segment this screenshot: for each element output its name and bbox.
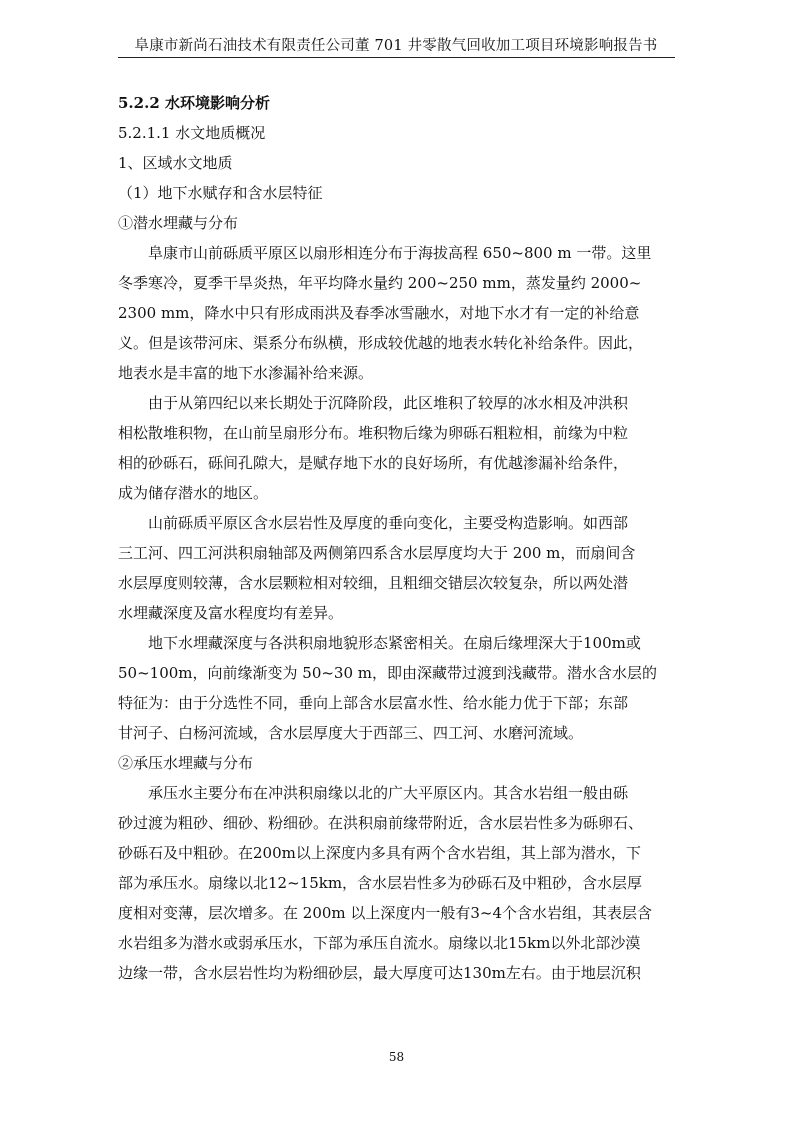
paragraph-line: 由于从第四纪以来长期处于沉降阶段，此区堆积了较厚的冰水相及冲洪积	[148, 394, 629, 412]
paragraph-4	[118, 628, 678, 748]
paragraph-line: 50~100m，向前缘渐变为 50~30 m，即由深藏带过渡到浅藏带。潜水含水层的	[118, 664, 658, 682]
paragraph-2	[118, 388, 678, 508]
heading-aquifer-characteristics: （1）地下水赋存和含水层特征	[118, 184, 323, 202]
paragraph-line: 度相对变薄，层次增多。在 200m 以上深度内一般有3~4个含水岩组，其表层含	[118, 904, 653, 922]
paragraph-line: 阜康市山前砾质平原区以扇形相连分布于海拔高程 650~800 m 一带。这里	[148, 244, 652, 262]
paragraph-1	[118, 238, 678, 388]
paragraph-line: 相松散堆积物，在山前呈扇形分布。堆积物后缘为卵砾石粗粒相，前缘为中粒	[118, 424, 629, 442]
page-body	[118, 88, 678, 988]
running-header: 阜康市新尚石油技术有限责任公司董 701 井零散气回收加工项目环境影响报告书	[134, 38, 658, 54]
paragraph-line: 2300 mm，降水中只有形成雨洪及春季冰雪融水，对地下水才有一定的补给意	[118, 304, 640, 322]
header-rule	[118, 57, 675, 58]
paragraph-5	[118, 778, 678, 988]
heading-regional-hydrogeology: 1、区域水文地质	[118, 154, 233, 172]
paragraph-line: 山前砾质平原区含水层岩性及厚度的垂向变化，主要受构造影响。如西部	[148, 514, 629, 532]
paragraph-line: 砂砾石及中粗砂。在200m以上深度内多具有两个含水岩组，其上部为潜水，下	[118, 844, 641, 862]
paragraph-line: 地表水是丰富的地下水渗漏补给来源。	[118, 364, 374, 382]
paragraph-line: 甘河子、白杨河流域，含水层厚度大于西部三、四工河、水磨河流域。	[118, 724, 584, 742]
subsection-heading-5-2-1-1: 5.2.1.1 水文地质概况	[118, 124, 266, 142]
paragraph-line: 边缘一带，含水层岩性均为粉细砂层，最大厚度可达130m左右。由于地层沉积	[118, 964, 641, 982]
paragraph-line: 特征为：由于分选性不同，垂向上部含水层富水性、给水能力优于下部；东部	[118, 694, 629, 712]
heading-phreatic-water: ①潜水埋藏与分布	[118, 214, 239, 232]
paragraph-line: 承压水主要分布在冲洪积扇缘以北的广大平原区内。其含水岩组一般由砾	[148, 784, 629, 802]
paragraph-line: 相的砂砾石，砾间孔隙大，是赋存地下水的良好场所，有优越渗漏补给条件，	[118, 454, 629, 472]
paragraph-line: 地下水埋藏深度与各洪积扇地貌形态紧密相关。在扇后缘埋深大于100m或	[148, 634, 641, 652]
paragraph-line: 义。但是该带河床、渠系分布纵横，形成较优越的地表水转化补给条件。因此，	[118, 334, 644, 352]
paragraph-line: 水埋藏深度及富水程度均有差异。	[118, 604, 344, 622]
paragraph-3	[118, 508, 678, 628]
paragraph-line: 砂过渡为粗砂、细砂、粉细砂。在洪积扇前缘带附近，含水层岩性多为砾卵石、	[118, 814, 644, 832]
heading-confined-water: ②承压水埋藏与分布	[118, 754, 254, 772]
paragraph-line: 冬季寒冷，夏季干旱炎热，年平均降水量约 200~250 mm，蒸发量约 2000~	[118, 274, 642, 292]
paragraph-line: 水层厚度则较薄，含水层颗粒相对较细，且粗细交错层次较复杂，所以两处潜	[118, 574, 629, 592]
paragraph-line: 水岩组多为潜水或弱承压水，下部为承压自流水。扇缘以北15km以外北部沙漠	[118, 934, 641, 952]
paragraph-line: 三工河、四工河洪积扇轴部及两侧第四系含水层厚度均大于 200 m，而扇间含	[118, 544, 636, 562]
section-heading-5-2-2: 5.2.2 水环境影响分析	[118, 94, 270, 112]
paragraph-line: 成为储存潜水的地区。	[118, 484, 269, 502]
paragraph-line: 部为承压水。扇缘以北12~15km，含水层岩性多为砂砾石及中粗砂，含水层厚	[118, 874, 643, 892]
page-number: 58	[388, 1050, 405, 1064]
